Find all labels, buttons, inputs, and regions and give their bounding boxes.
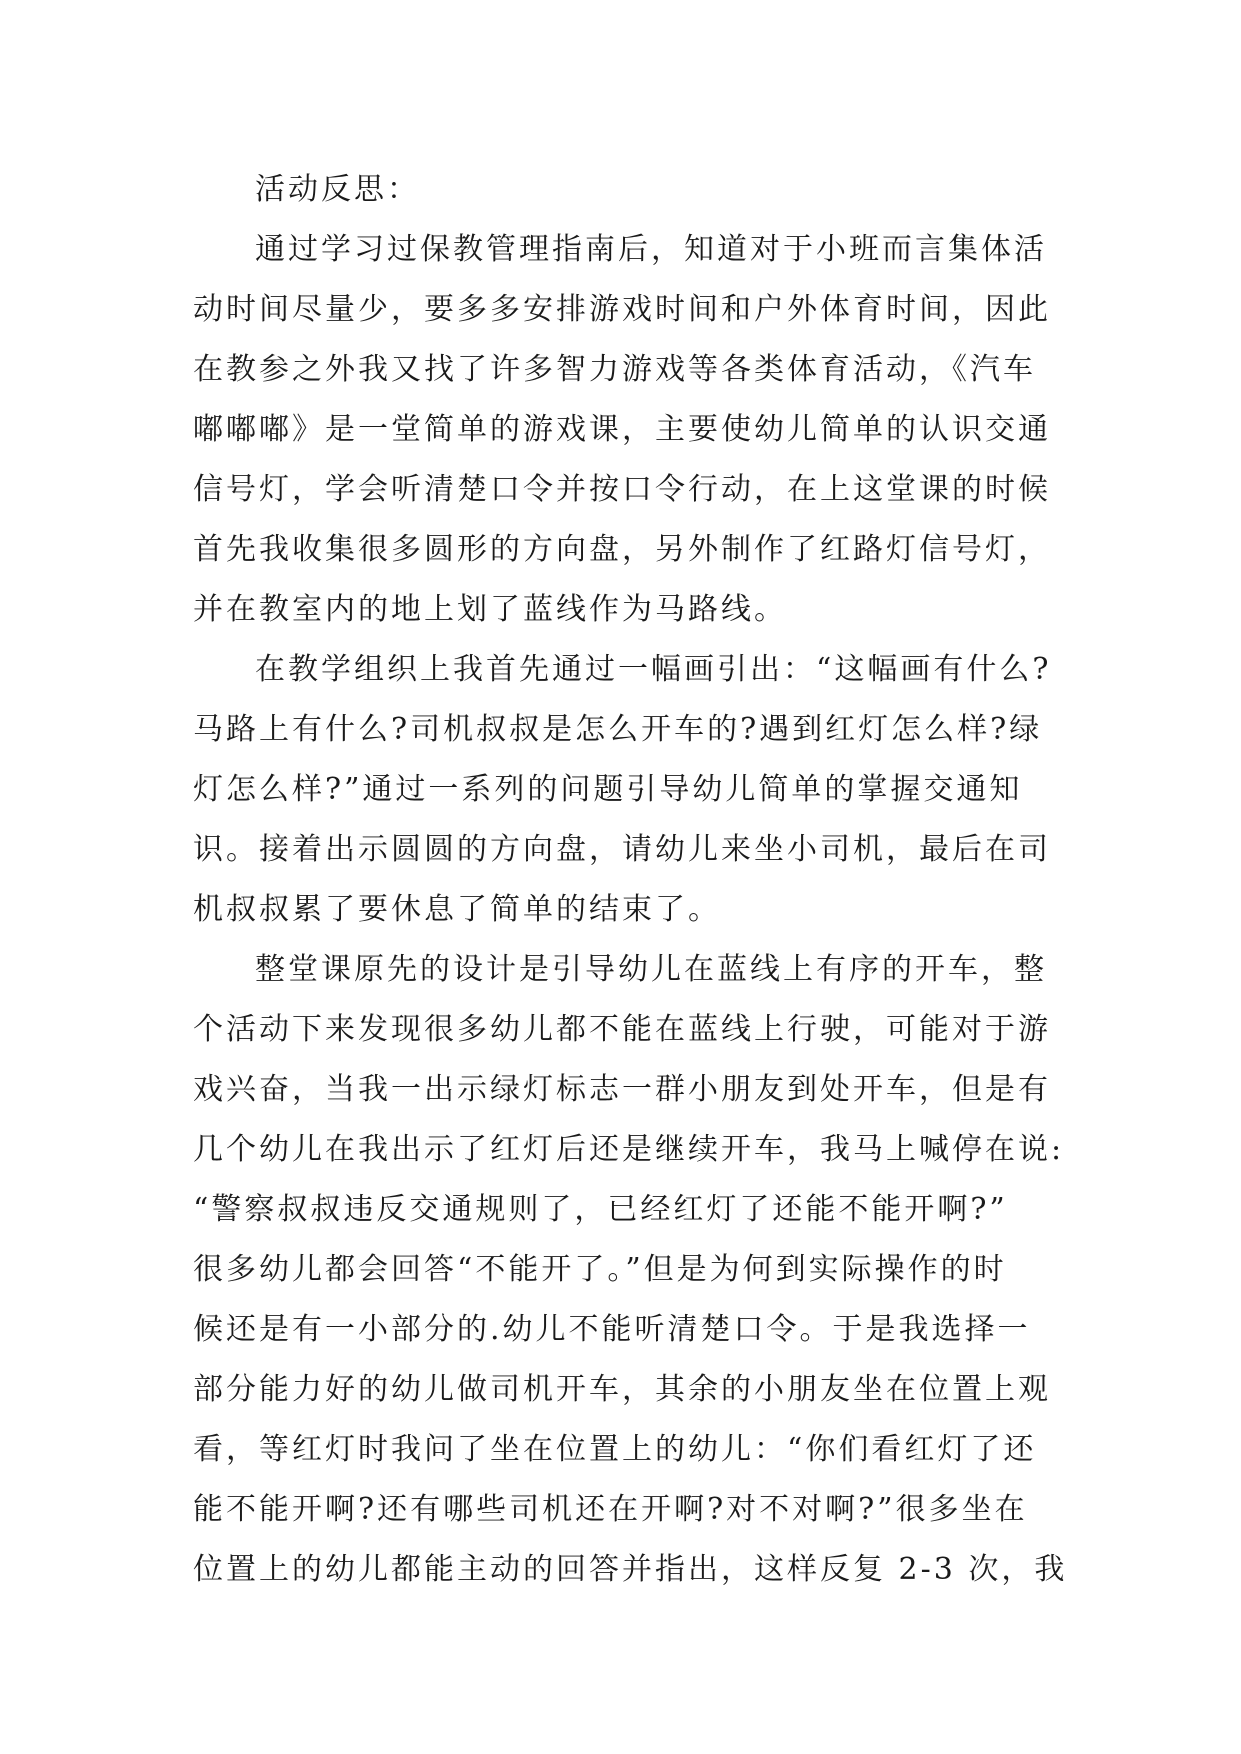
paragraph-3-line: 很多幼儿都会回答“不能开了。”但是为何到实际操作的时 bbox=[193, 1252, 1007, 1287]
paragraph-3-line: 个活动下来发现很多幼儿都不能在蓝线上行驶，可能对于游 bbox=[193, 1012, 1051, 1047]
paragraph-3-line: 部分能力好的幼儿做司机开车，其余的小朋友坐在位置上观 bbox=[193, 1372, 1051, 1407]
paragraph-3-line: 候还是有一小部分的.幼儿不能听清楚口令。于是我选择一 bbox=[193, 1312, 1031, 1347]
paragraph-1-line: 通过学习过保教管理指南后，知道对于小班而言集体活 bbox=[255, 232, 1047, 267]
paragraph-3-line: 位置上的幼儿都能主动的回答并指出，这样反复 2-3 次，我 bbox=[193, 1552, 1068, 1587]
paragraph-2-line: 马路上有什么?司机叔叔是怎么开车的?遇到红灯怎么样?绿 bbox=[193, 712, 1043, 747]
paragraph-2-line: 识。接着出示圆圆的方向盘，请幼儿来坐小司机，最后在司 bbox=[193, 832, 1051, 867]
paragraph-3-line: 戏兴奋，当我一出示绿灯标志一群小朋友到处开车，但是有 bbox=[193, 1072, 1051, 1107]
paragraph-3-line: 看，等红灯时我问了坐在位置上的幼儿：“你们看红灯了还 bbox=[193, 1432, 1037, 1467]
paragraph-1-line: 并在教室内的地上划了蓝线作为马路线。 bbox=[193, 592, 787, 627]
paragraph-3-line: 整堂课原先的设计是引导幼儿在蓝线上有序的开车，整 bbox=[255, 952, 1047, 987]
reflection-text bbox=[193, 160, 1068, 1600]
paragraph-1-line: 信号灯，学会听清楚口令并按口令行动，在上这堂课的时候 bbox=[193, 472, 1051, 507]
paragraph-2-line: 灯怎么样?”通过一系列的问题引导幼儿简单的掌握交通知 bbox=[193, 772, 1023, 807]
paragraph-2-line: 机叔叔累了要休息了简单的结束了。 bbox=[193, 892, 721, 927]
paragraph-1-line: 首先我收集很多圆形的方向盘，另外制作了红路灯信号灯， bbox=[193, 532, 1051, 567]
section-heading: 活动反思： bbox=[255, 172, 420, 207]
paragraph-1-line: 嘟嘟嘟》是一堂简单的游戏课，主要使幼儿简单的认识交通 bbox=[193, 412, 1051, 447]
paragraph-2-line: 在教学组织上我首先通过一幅画引出：“这幅画有什么? bbox=[255, 652, 1052, 687]
paragraph-1-line: 动时间尽量少，要多多安排游戏时间和户外体育时间，因此 bbox=[193, 292, 1051, 327]
paragraph-3-line: 几个幼儿在我出示了红灯后还是继续开车，我马上喊停在说: bbox=[193, 1132, 1065, 1167]
paragraph-3-line: 能不能开啊?还有哪些司机还在开啊?对不对啊?”很多坐在 bbox=[193, 1492, 1028, 1527]
paragraph-3-line: “警察叔叔违反交通规则了，已经红灯了还能不能开啊?” bbox=[193, 1192, 1008, 1227]
paragraph-1-line: 在教参之外我又找了许多智力游戏等各类体育活动，《汽车 bbox=[193, 352, 1036, 387]
